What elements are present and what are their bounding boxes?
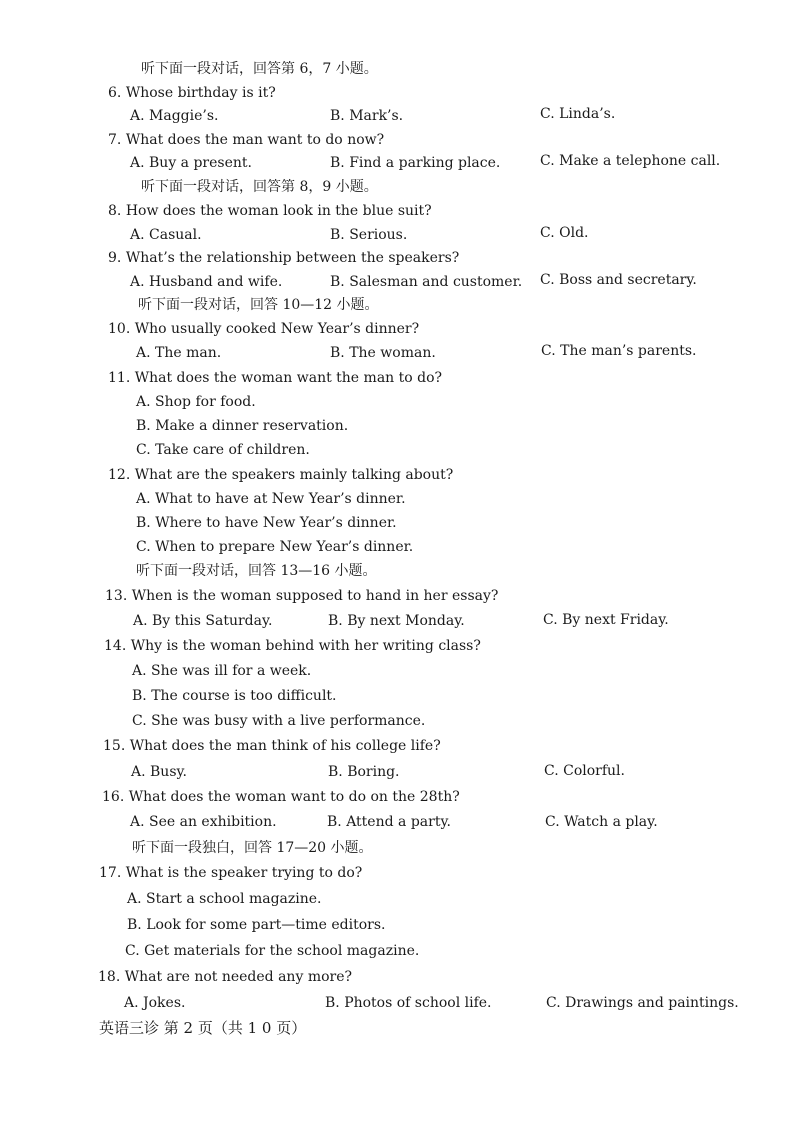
- option-6-c: C. Linda’s.: [540, 106, 616, 122]
- question-10: [108, 320, 419, 338]
- option-14-a: A. She was ill for a week.: [132, 663, 312, 679]
- question-number: 10.: [108, 321, 131, 337]
- option-7-b: B. Find a parking place.: [330, 155, 501, 171]
- option-14-c: C. She was busy with a live performance.: [132, 713, 426, 729]
- option-13-b: B. By next Monday.: [328, 613, 465, 629]
- question-12: [108, 466, 453, 484]
- option-9-b: B. Salesman and customer.: [330, 274, 523, 290]
- question-6: [108, 84, 276, 102]
- question-13: [105, 587, 498, 605]
- question-number: 6.: [108, 85, 122, 101]
- option-11-b: B. Make a dinner reservation.: [136, 418, 349, 434]
- question-text: What is the speaker trying to do?: [125, 865, 363, 881]
- option-13-c: C. By next Friday.: [543, 612, 669, 628]
- option-8-b: B. Serious.: [330, 227, 408, 243]
- option-15-c: C. Colorful.: [544, 763, 625, 779]
- option-16-a: A. See an exhibition.: [130, 814, 277, 830]
- question-7: [108, 131, 384, 149]
- option-17-b: B. Look for some part—time editors.: [127, 917, 386, 933]
- question-number: 17.: [99, 865, 122, 881]
- option-10-a: A. The man.: [136, 345, 222, 361]
- question-number: 18.: [98, 969, 121, 985]
- option-7-c: C. Make a telephone call.: [540, 153, 721, 169]
- option-16-b: B. Attend a party.: [327, 814, 451, 830]
- page-footer: 英语三诊 第 2 页（共 1 0 页）: [99, 1019, 307, 1037]
- option-18-a: A. Jokes.: [124, 995, 186, 1011]
- option-11-c: C. Take care of children.: [136, 442, 310, 458]
- question-text: What does the man think of his college life?: [129, 738, 441, 754]
- question-text: Whose birthday is it?: [125, 85, 276, 101]
- section-intro-10-12: 听下面一段对话，回答 10—12 小题。: [138, 297, 379, 313]
- question-number: 16.: [102, 789, 125, 805]
- question-number: 15.: [103, 738, 126, 754]
- option-15-a: A. Busy.: [131, 764, 187, 780]
- question-15: [103, 737, 441, 755]
- question-8: [108, 202, 432, 220]
- question-text: How does the woman look in the blue suit?: [125, 203, 432, 219]
- option-6-b: B. Mark’s.: [330, 108, 404, 124]
- option-17-c: C. Get materials for the school magazine.: [125, 943, 420, 959]
- option-16-c: C. Watch a play.: [545, 814, 658, 830]
- question-number: 13.: [105, 588, 128, 604]
- question-number: 9.: [108, 250, 122, 266]
- question-number: 8.: [108, 203, 122, 219]
- question-number: 7.: [108, 132, 122, 148]
- option-18-c: C. Drawings and paintings.: [546, 995, 739, 1011]
- question-text: Why is the woman behind with her writing class?: [130, 638, 481, 654]
- option-7-a: A. Buy a present.: [130, 155, 252, 171]
- option-17-a: A. Start a school magazine.: [127, 891, 322, 907]
- option-10-b: B. The woman.: [330, 345, 436, 361]
- section-intro-6-7: 听下面一段对话，回答第 6，7 小题。: [141, 61, 378, 77]
- option-10-c: C. The man’s parents.: [541, 343, 697, 359]
- option-8-a: A. Casual.: [130, 227, 202, 243]
- option-11-a: A. Shop for food.: [136, 394, 256, 410]
- option-6-a: A. Maggie’s.: [130, 108, 219, 124]
- option-12-c: C. When to prepare New Year’s dinner.: [136, 539, 414, 555]
- question-18: [98, 968, 352, 986]
- option-15-b: B. Boring.: [328, 764, 400, 780]
- question-text: What does the woman want to do on the 28th?: [128, 789, 460, 805]
- option-13-a: A. By this Saturday.: [133, 613, 273, 629]
- question-text: What’s the relationship between the speakers?: [125, 250, 460, 266]
- question-16: [102, 788, 460, 806]
- question-text: What are not needed any more?: [124, 969, 352, 985]
- question-text: What does the man want to do now?: [125, 132, 385, 148]
- question-text: Who usually cooked New Year’s dinner?: [134, 321, 420, 337]
- question-text: What does the woman want the man to do?: [134, 370, 443, 386]
- section-intro-13-16: 听下面一段对话，回答 13—16 小题。: [136, 563, 377, 579]
- option-8-c: C. Old.: [540, 225, 589, 241]
- option-9-c: C. Boss and secretary.: [540, 272, 697, 288]
- question-number: 11.: [108, 370, 131, 386]
- question-17: [99, 864, 362, 882]
- section-intro-17-20: 听下面一段独白，回答 17—20 小题。: [132, 840, 373, 856]
- question-number: 14.: [104, 638, 127, 654]
- option-9-a: A. Husband and wife.: [130, 274, 283, 290]
- option-12-b: B. Where to have New Year’s dinner.: [136, 515, 397, 531]
- question-9: [108, 249, 459, 267]
- question-number: 12.: [108, 467, 131, 483]
- question-text: What are the speakers mainly talking about?: [134, 467, 454, 483]
- option-18-b: B. Photos of school life.: [325, 995, 492, 1011]
- question-14: [104, 637, 481, 655]
- section-intro-8-9: 听下面一段对话，回答第 8，9 小题。: [141, 179, 378, 195]
- option-14-b: B. The course is too difficult.: [132, 688, 337, 704]
- question-11: [108, 369, 442, 387]
- question-text: When is the woman supposed to hand in her essay?: [131, 588, 499, 604]
- option-12-a: A. What to have at New Year’s dinner.: [136, 491, 406, 507]
